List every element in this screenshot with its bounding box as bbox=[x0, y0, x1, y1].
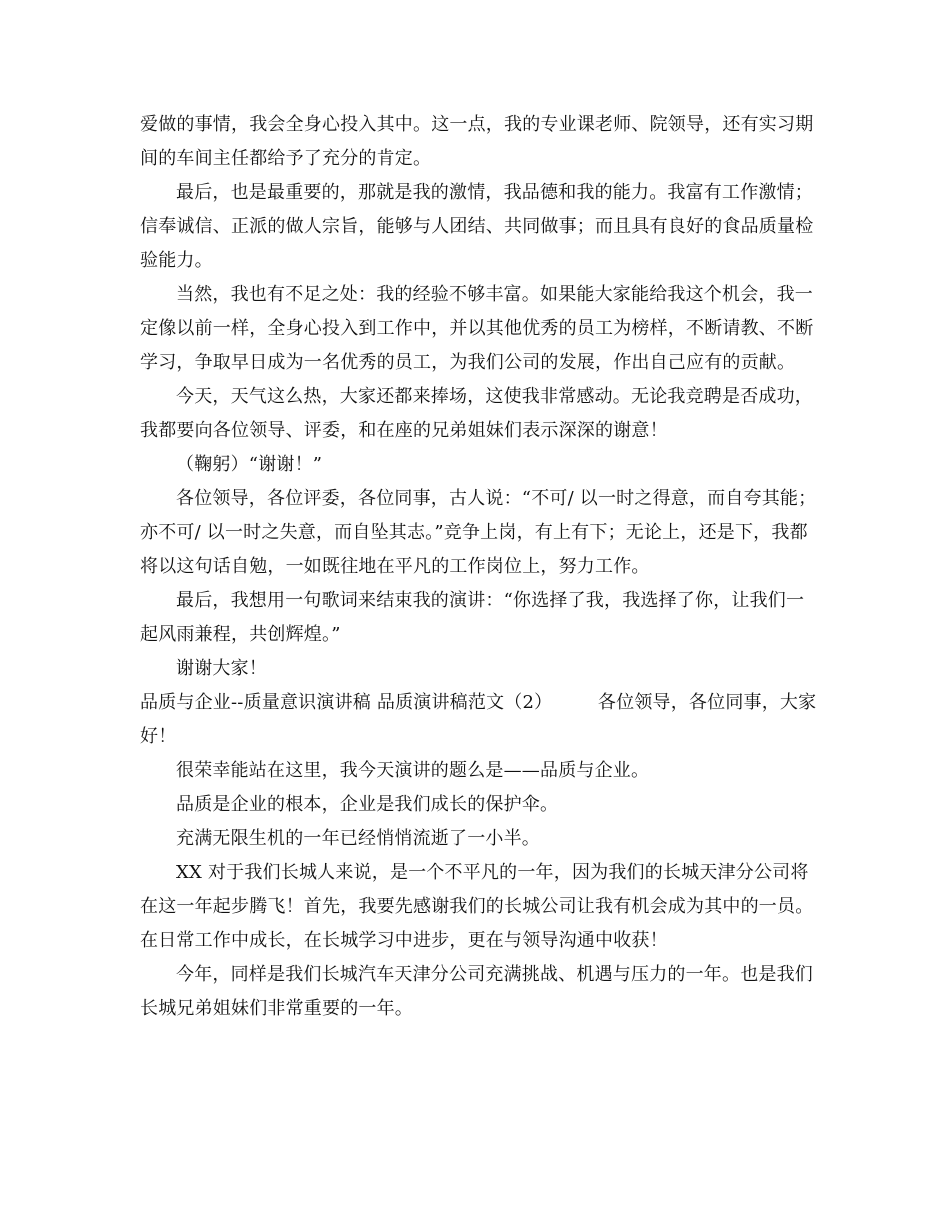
paragraph-13: XX 对于我们长城人来说，是一个不平凡的一年，因为我们的长城天津分公司将在这一年起步腾飞！首先，我要先感谢我们的长城公司让我有机会成为其中的一员。在日常工作中成长，在长城学习中进步，更在与领导沟通中收获！ bbox=[140, 862, 814, 951]
paragraph-7: 最后，我想用一句歌词来结束我的演讲：“你选择了我，我选择了你，让我们一起风雨兼程，共创辉煌。” bbox=[140, 590, 805, 645]
paragraph-5: （鞠躬）“谢谢！” bbox=[176, 454, 323, 475]
paragraph-4: 今天，天气这么热，大家还都来捧场，这使我非常感动。无论我竞聘是否成功，我都要向各位领导、评委，和在座的兄弟姐妹们表示深深的谢意！ bbox=[140, 386, 813, 441]
paragraph-10: 很荣幸能站在这里，我今天演讲的题么是——品质与企业。 bbox=[176, 760, 650, 781]
paragraph-14: 今年，同样是我们长城汽车天津分公司充满挑战、机遇与压力的一年。也是我们长城兄弟姐妹们非常重要的一年。 bbox=[140, 964, 813, 1019]
paragraph-1: 爱做的事情，我会全身心投入其中。这一点，我的专业课老师、院领导，还有实习期间的车间主任都给予了充分的肯定。 bbox=[140, 114, 814, 169]
paragraph-12: 充满无限生机的一年已经悄悄流逝了一小半。 bbox=[176, 828, 540, 849]
paragraph-2: 最后，也是最重要的，那就是我的激情，我品德和我的能力。我富有工作激情；信奉诚信、正派的做人宗旨，能够与人团结、共同做事；而且具有良好的食品质量检验能力。 bbox=[140, 182, 814, 271]
document-body bbox=[140, 108, 820, 1026]
paragraph-8: 谢谢大家！ bbox=[176, 658, 267, 679]
paragraph-3: 当然，我也有不足之处：我的经验不够丰富。如果能大家能给我这个机会，我一定像以前一样，全身心投入到工作中，并以其他优秀的员工为榜样，不断请教、不断学习，争取早日成为一名优秀的员工，为我们公司的发展，作出自己应有的贡献。 bbox=[140, 284, 814, 373]
paragraph-6: 各位领导，各位评委，各位同事，古人说：“不可/ 以一时之得意，而自夸其能；亦不可/ 以一时之失意，而自坠其志。”竞争上岗，有上有下；无论上，还是下，我都将以这句话自勉，一如既往地在平凡的工作岗位上，努力工作。 bbox=[140, 488, 817, 577]
section-heading: 品质与企业--质量意识演讲稿 品质演讲稿范文（2） 各位领导，各位同事，大家好！ bbox=[140, 692, 817, 747]
paragraph-11: 品质是企业的根本，企业是我们成长的保护伞。 bbox=[176, 794, 559, 815]
